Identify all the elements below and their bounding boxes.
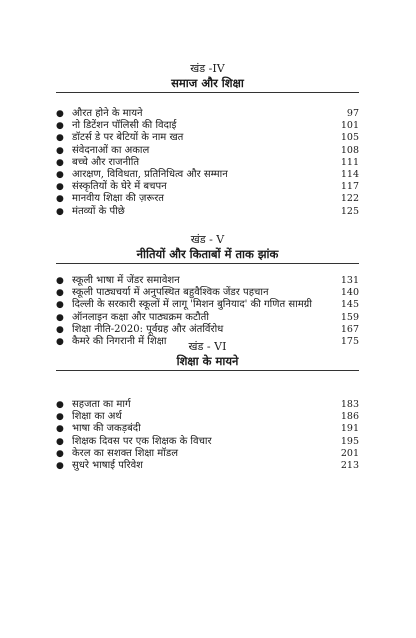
entry-title: शिक्षा नीति-2020: पूर्वग्रह और अंतर्विरोध xyxy=(72,323,224,335)
bullet-icon: ● xyxy=(56,145,64,156)
entry-page-number: 140 xyxy=(340,287,359,299)
bullet-icon: ● xyxy=(56,400,64,410)
entry-title: सुधरे भाषाई परिवेश xyxy=(72,459,143,471)
bullet-icon: ● xyxy=(56,194,64,205)
entry-page-number: 167 xyxy=(340,323,359,335)
toc-entry[interactable] xyxy=(56,132,359,144)
toc-entry[interactable] xyxy=(56,436,359,448)
entry-list xyxy=(56,399,359,472)
entry-title: औरत होने के मायने xyxy=(72,108,143,119)
bullet-icon: ● xyxy=(56,448,64,459)
bullet-icon: ● xyxy=(56,206,64,217)
entry-page-number: 195 xyxy=(340,435,359,447)
entry-list xyxy=(56,275,359,348)
entry-page-number: 105 xyxy=(340,132,359,144)
entry-title: केरल का सशक्त शिक्षा मॉडल xyxy=(72,447,179,459)
entry-title: भाषा की जकड़बंदी xyxy=(72,423,141,435)
section-label: खंड - V xyxy=(190,233,225,246)
entry-page-number: 159 xyxy=(340,311,359,323)
bullet-icon: ● xyxy=(56,121,64,132)
toc-entry[interactable] xyxy=(56,108,359,120)
entry-page-number: 122 xyxy=(340,193,359,205)
entry-page-number: 114 xyxy=(340,168,359,180)
toc-entry[interactable] xyxy=(56,145,359,157)
section-title: शिक्षा के मायने xyxy=(176,354,239,368)
entry-page-number: 101 xyxy=(340,120,359,132)
entry-title: सहजता का मार्ग xyxy=(72,399,131,410)
entry-page-number: 131 xyxy=(340,275,359,286)
toc-entry[interactable] xyxy=(56,287,359,299)
entry-page-number: 108 xyxy=(340,144,359,156)
bullet-icon: ● xyxy=(56,288,64,299)
toc-entry[interactable] xyxy=(56,169,359,181)
toc-entry[interactable] xyxy=(56,448,359,460)
section-divider xyxy=(56,92,359,93)
entry-title: नो डिटेंशन पॉलिसी की विदाई xyxy=(72,120,177,132)
toc-entry[interactable] xyxy=(56,157,359,169)
entry-title: ऑनलाइन कक्षा और पाठ्यक्रम कटौती xyxy=(72,311,209,323)
bullet-icon: ● xyxy=(56,276,64,286)
bullet-icon: ● xyxy=(56,460,64,471)
entry-page-number: 145 xyxy=(340,299,359,311)
toc-entry[interactable] xyxy=(56,312,359,324)
section-title: समाज और शिक्षा xyxy=(171,76,244,90)
toc-entry[interactable] xyxy=(56,399,359,411)
toc-entry[interactable] xyxy=(56,324,359,336)
toc-entry[interactable] xyxy=(56,206,359,218)
bullet-icon: ● xyxy=(56,312,64,323)
entry-title: शिक्षा का अर्थ xyxy=(72,411,122,423)
bullet-icon: ● xyxy=(56,336,64,347)
entry-page-number: 125 xyxy=(340,205,359,217)
entry-page-number: 183 xyxy=(340,399,359,410)
toc-entry[interactable] xyxy=(56,120,359,132)
entry-page-number: 175 xyxy=(340,335,359,347)
section-divider xyxy=(56,370,359,371)
bullet-icon: ● xyxy=(56,109,64,119)
entry-title: डॉटर्स डे पर बेटियों के नाम खत xyxy=(72,132,184,144)
bullet-icon: ● xyxy=(56,157,64,168)
entry-page-number: 111 xyxy=(340,156,359,168)
section-divider xyxy=(56,263,359,264)
toc-entry[interactable] xyxy=(56,423,359,435)
section-label: खंड -IV xyxy=(190,62,225,75)
toc-entry[interactable] xyxy=(56,411,359,423)
bullet-icon: ● xyxy=(56,133,64,144)
entry-page-number: 191 xyxy=(340,423,359,435)
bullet-icon: ● xyxy=(56,412,64,423)
bullet-icon: ● xyxy=(56,169,64,180)
bullet-icon: ● xyxy=(56,436,64,447)
toc-entry[interactable] xyxy=(56,460,359,472)
entry-title: कैमरे की निगरानी में शिक्षा xyxy=(72,335,167,347)
bullet-icon: ● xyxy=(56,424,64,435)
bullet-icon: ● xyxy=(56,182,64,193)
entry-title: शिक्षक दिवस पर एक शिक्षक के विचार xyxy=(72,435,212,447)
entry-page-number: 213 xyxy=(340,459,359,471)
entry-page-number: 201 xyxy=(340,447,359,459)
section-label: खंड - VI xyxy=(188,340,227,353)
entry-title: स्कूली भाषा में जेंडर समावेशन xyxy=(72,275,180,286)
entry-page-number: 97 xyxy=(346,108,359,119)
section-iv xyxy=(56,62,359,218)
section-title: नीतियों और किताबों में ताक झांक xyxy=(136,247,279,261)
toc-entry[interactable] xyxy=(56,193,359,205)
toc-entry[interactable] xyxy=(56,275,359,287)
entry-title: मंतव्यों के पीछे xyxy=(72,205,125,217)
entry-title: आरक्षण, विविधता, प्रतिनिधित्व और सम्मान xyxy=(72,168,228,180)
toc-entry[interactable] xyxy=(56,181,359,193)
entry-title: बच्चे और राजनीति xyxy=(72,156,140,168)
entry-page-number: 186 xyxy=(340,411,359,423)
bullet-icon: ● xyxy=(56,324,64,335)
entry-title: स्कूली पाठ्यचर्या में अनुपस्थित बहुवैश्विक जेंडर पहचान xyxy=(72,287,269,299)
toc-entry[interactable] xyxy=(56,299,359,311)
bullet-icon: ● xyxy=(56,300,64,311)
entry-page-number: 117 xyxy=(340,181,359,193)
entry-title: संवेदनाओं का अकाल xyxy=(72,144,150,156)
entry-title: संस्कृतियों के घेरे में बचपन xyxy=(72,181,167,193)
section-v xyxy=(56,233,359,348)
entry-list xyxy=(56,108,359,218)
entry-title: दिल्ली के सरकारी स्कूलों में लागू 'मिशन बुनियाद' की गणित सामग्री xyxy=(72,299,312,311)
section-vi xyxy=(56,340,359,472)
entry-title: मानवीय शिक्षा की ज़रूरत xyxy=(72,193,165,205)
